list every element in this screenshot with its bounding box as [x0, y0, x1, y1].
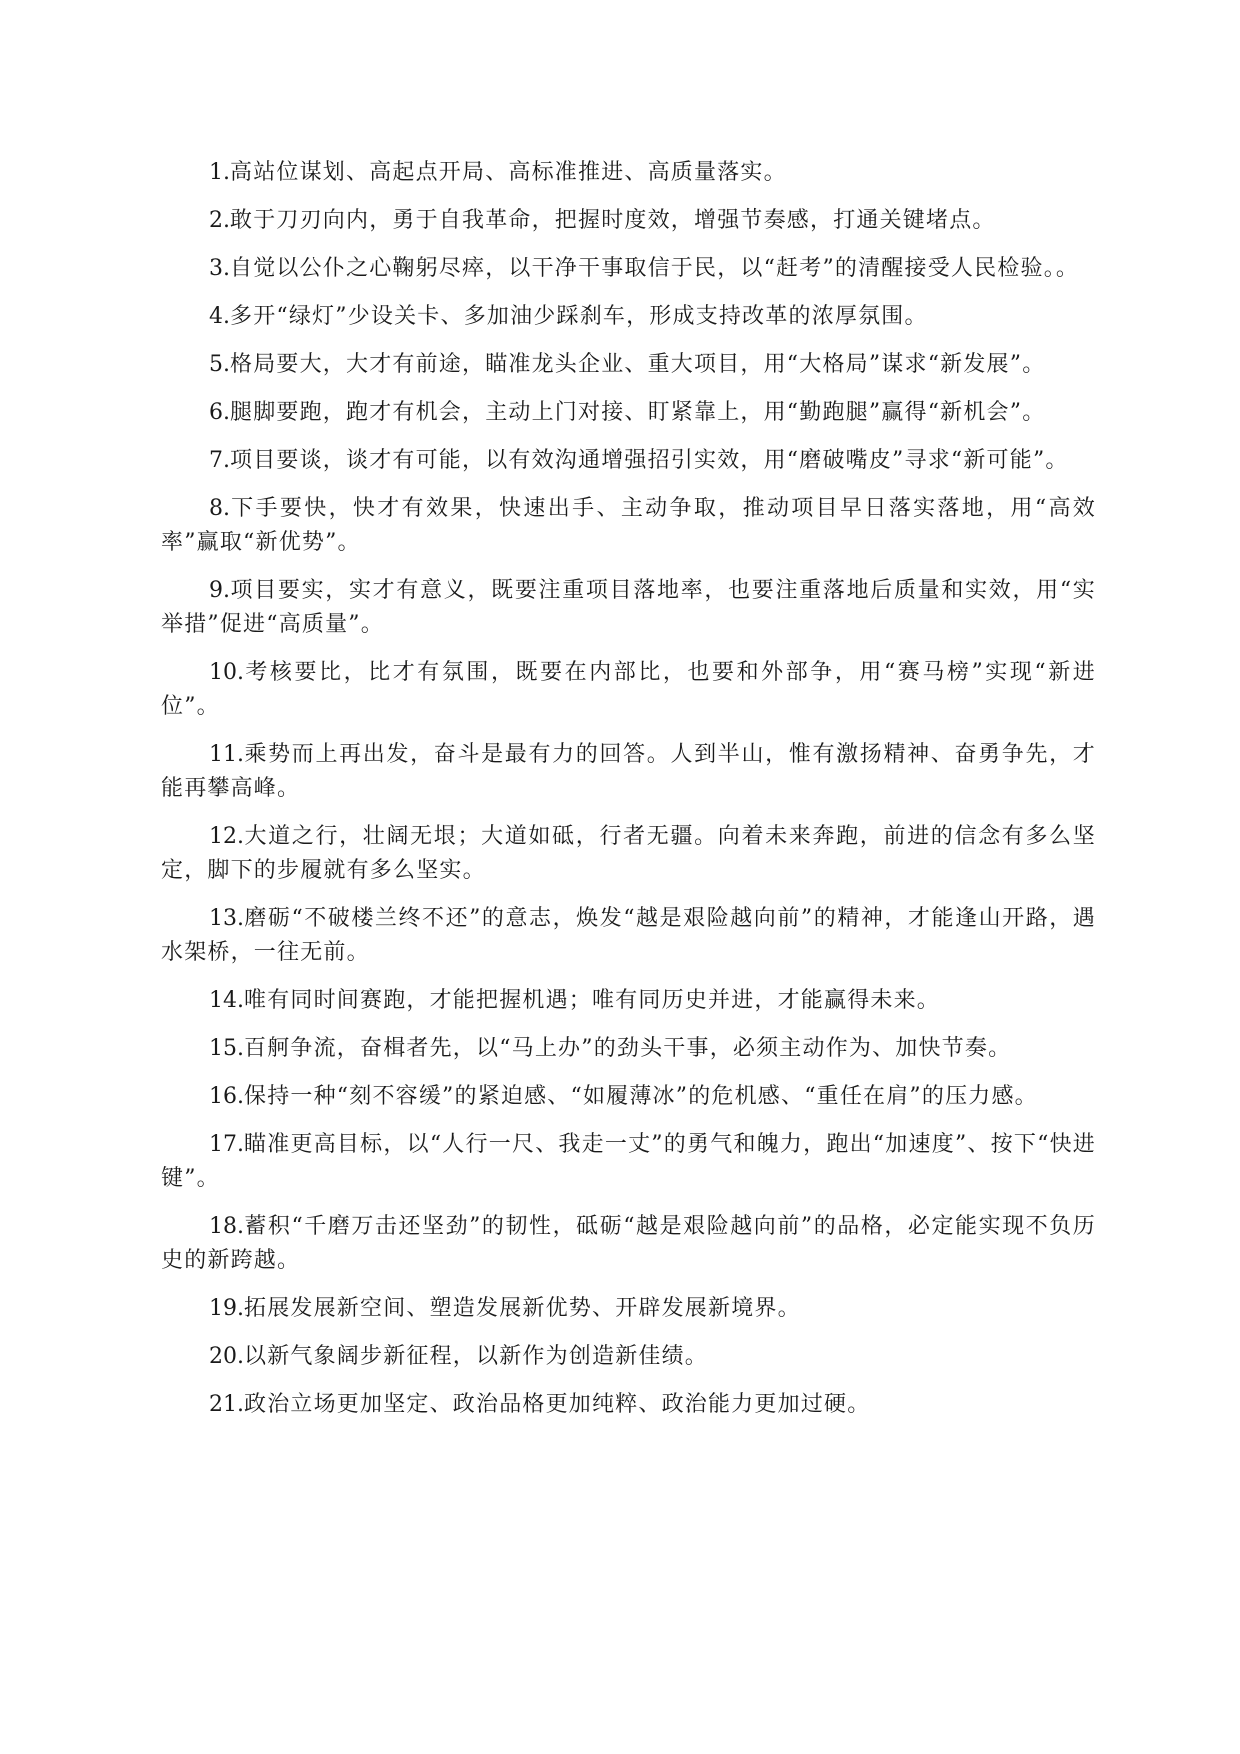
item-number: 15.: [209, 1036, 244, 1061]
item-number: 14.: [209, 988, 244, 1013]
item-text: 高站位谋划、高起点开局、高标准推进、高质量落实。: [230, 160, 787, 185]
list-item: [161, 1340, 1096, 1374]
item-text: 多开“绿灯”少设关卡、多加油少踩刹车，形成支持改革的浓厚氛围。: [230, 304, 928, 329]
list-item: [161, 820, 1096, 888]
item-number: 10.: [209, 660, 244, 685]
list-item: [161, 156, 1096, 190]
list-item: [161, 348, 1096, 382]
item-number: 2.: [209, 208, 230, 233]
item-number: 18.: [209, 1214, 244, 1239]
list-item: [161, 1388, 1096, 1422]
list-item: [161, 396, 1096, 430]
item-text: 格局要大，大才有前途，瞄准龙头企业、重大项目，用“大格局”谋求“新发展”。: [230, 352, 1046, 377]
list-item: [161, 1210, 1096, 1278]
list-item: [161, 1080, 1096, 1114]
list-item: [161, 444, 1096, 478]
item-text: 保持一种“刻不容缓”的紧迫感、“如履薄冰”的危机感、“重任在肩”的压力感。: [244, 1084, 1038, 1109]
item-number: 20.: [209, 1344, 244, 1369]
item-number: 12.: [209, 824, 244, 849]
item-number: 1.: [209, 160, 230, 185]
item-text: 以新气象阔步新征程，以新作为创造新佳绩。: [244, 1344, 709, 1369]
item-number: 9.: [209, 578, 230, 603]
list-item: [161, 738, 1096, 806]
item-text: 考核要比，比才有氛围，既要在内部比，也要和外部争，用“赛马榜”实现“新进位”。: [161, 660, 1096, 719]
item-number: 5.: [209, 352, 230, 377]
item-number: 8.: [209, 496, 230, 521]
item-text: 拓展发展新空间、塑造发展新优势、开辟发展新境界。: [244, 1296, 801, 1321]
item-text: 自觉以公仆之心鞠躬尽瘁，以干净干事取信于民，以“赶考”的清醒接受人民检验。。: [230, 256, 1080, 281]
item-text: 磨砺“不破楼兰终不还”的意志，焕发“越是艰险越向前”的精神，才能逢山开路，遇水架桥，一往无前。: [161, 906, 1096, 965]
list-item: [161, 492, 1096, 560]
list-item: [161, 574, 1096, 642]
item-number: 7.: [209, 448, 230, 473]
item-text: 项目要实，实才有意义，既要注重项目落地率，也要注重落地后质量和实效，用“实举措”促进“高质量”。: [161, 578, 1096, 637]
item-text: 项目要谈，谈才有可能，以有效沟通增强招引实效，用“磨破嘴皮”寻求“新可能”。: [230, 448, 1069, 473]
item-text: 腿脚要跑，跑才有机会，主动上门对接、盯紧靠上，用“勤跑腿”赢得“新机会”。: [230, 400, 1046, 425]
item-text: 下手要快，快才有效果，快速出手、主动争取，推动项目早日落实落地，用“高效率”赢取“新优势”。: [161, 496, 1096, 555]
item-number: 3.: [209, 256, 230, 281]
item-number: 21.: [209, 1392, 244, 1417]
item-text: 乘势而上再出发，奋斗是最有力的回答。人到半山，惟有激扬精神、奋勇争先，才能再攀高峰。: [161, 742, 1096, 801]
item-text: 大道之行，壮阔无垠；大道如砥，行者无疆。向着未来奔跑，前进的信念有多么坚定，脚下的步履就有多么坚实。: [161, 824, 1096, 883]
item-number: 19.: [209, 1296, 244, 1321]
list-item: [161, 902, 1096, 970]
list-item: [161, 984, 1096, 1018]
item-number: 13.: [209, 906, 244, 931]
document-page: [161, 156, 1096, 1436]
item-number: 11.: [209, 742, 244, 767]
list-item: [161, 204, 1096, 238]
list-item: [161, 252, 1096, 286]
item-text: 瞄准更高目标，以“人行一尺、我走一丈”的勇气和魄力，跑出“加速度”、按下“快进键”。: [161, 1132, 1096, 1191]
list-item: [161, 1128, 1096, 1196]
item-text: 唯有同时间赛跑，才能把握机遇；唯有同历史并进，才能赢得未来。: [244, 988, 941, 1013]
item-text: 蓄积“千磨万击还坚劲”的韧性，砥砺“越是艰险越向前”的品格，必定能实现不负历史的新跨越。: [161, 1214, 1096, 1273]
list-item: [161, 1032, 1096, 1066]
item-number: 6.: [209, 400, 230, 425]
list-item: [161, 300, 1096, 334]
list-item: [161, 656, 1096, 724]
item-text: 政治立场更加坚定、政治品格更加纯粹、政治能力更加过硬。: [244, 1392, 871, 1417]
item-number: 16.: [209, 1084, 244, 1109]
item-text: 百舸争流，奋楫者先，以“马上办”的劲头干事，必须主动作为、加快节奏。: [244, 1036, 1012, 1061]
list-item: [161, 1292, 1096, 1326]
item-text: 敢于刀刃向内，勇于自我革命，把握时度效，增强节奏感，打通关键堵点。: [230, 208, 996, 233]
item-number: 4.: [209, 304, 230, 329]
item-number: 17.: [209, 1132, 244, 1157]
